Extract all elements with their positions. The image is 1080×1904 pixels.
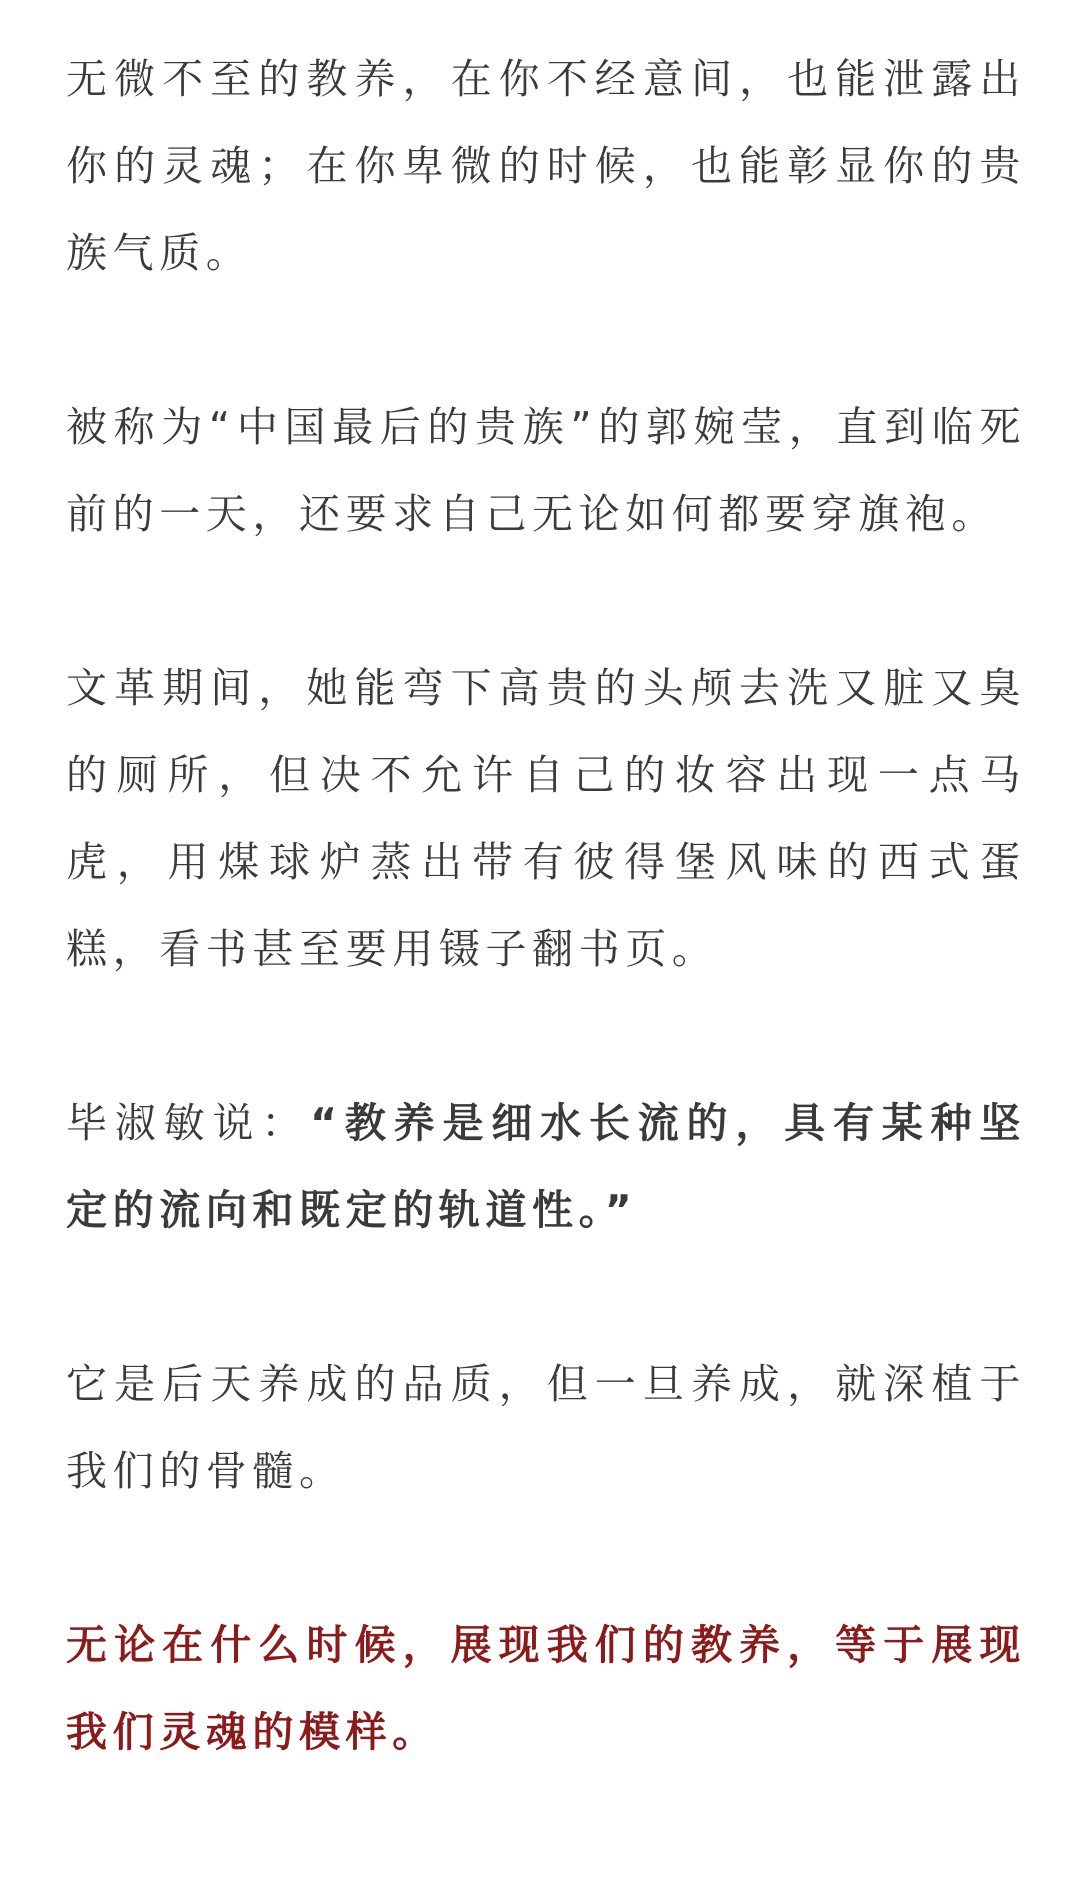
paragraph-guo-wanying: 被称为“中国最后的贵族”的郭婉莹，直到临死前的一天，还要求自己无论如何都要穿旗袍。 [66, 403, 1026, 538]
paragraph-cultural-revolution: 文革期间，她能弯下高贵的头颅去洗又脏又臭的厕所，但决不允许自己的妆容出现一点马虎，用煤球炉蒸出带有彼得堡风味的西式蛋糕，看书甚至要用镊子翻书页。 [66, 664, 1026, 973]
article-body [66, 36, 1026, 1863]
highlight-conclusion: 无论在什么时候，展现我们的教养，等于展现我们灵魂的模样。 [66, 1621, 1026, 1756]
quote-text: “教养是细水长流的，具有某种坚定的流向和既定的轨道性。” [66, 1099, 1027, 1234]
paragraph-acquired-quality: 它是后天养成的品质，但一旦养成，就深植于我们的骨髓。 [66, 1360, 1026, 1495]
paragraph-bi-shumin-quote [66, 1080, 1026, 1254]
paragraph-upbringing: 无微不至的教养，在你不经意间，也能泄露出你的灵魂；在你卑微的时候，也能彰显你的贵族气质。 [66, 55, 1026, 277]
quote-speaker: 毕淑敏说： [66, 1099, 311, 1147]
